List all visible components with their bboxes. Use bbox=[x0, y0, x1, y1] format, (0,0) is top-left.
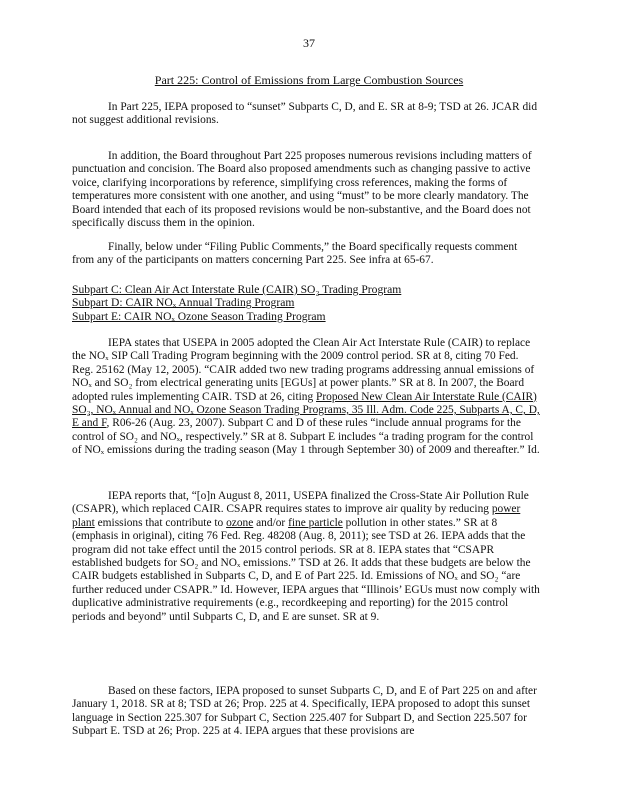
paragraph-csapr: IEPA reports that, “[o]n August 8, 2011, USEPA finalized the Cross-State Air Pollution Rule (CSAPR), which replaced CAIR. CSAPR requires states to improve air quality by reducing power plant emissions that contribute to ozone and/or fine particle pollution in other states.” SR at 8 (emphasis in original), citing 76 Fed. Reg. 48208 (Aug. 8, 2011); see TSD at 26. IEPA adds that the program did not take effect until the 2015 control periods. SR at 8. IEPA states that “CSAPR established budgets for SO₂ and NOₓ emissions.” TSD at 26. It adds that these budgets are below the CAIR budgets established in Subparts C, D, and E of Part 225. Id. Emissions of NOₓ and SO₂ “are further reduced under CSAPR.” Id. However, IEPA argues that “Illinois’ EGUs must now comply with duplicative administrative requirements (e.g., recordkeeping and reporting) for the 2015 control periods and beyond” until Subparts C, D, and E are sunset. SR at 9. bbox=[72, 490, 540, 623]
emphasis-power-plant: power plant bbox=[72, 503, 521, 529]
subpart-e-heading: Subpart E: CAIR NOₓ Ozone Season Trading Program bbox=[72, 309, 326, 323]
subpart-c-heading: Subpart C: Clean Air Act Interstate Rule (CAIR) SO₂ Trading Program bbox=[72, 283, 402, 296]
paragraph-sunset-date: Based on these factors, IEPA proposed to sunset Subparts C, D, and E of Part 225 on and after January 1, 2018. SR at 8; TSD at 26; Prop. 225 at 4. Specifically, IEPA proposed to adopt this sunset language in Section 225.307 for Subpart C, Section 225.407 for Subpart D, and Section 225.507 for Subpart E. TSD at 26; Prop. 225 at 4. IEPA argues that these provisions are bbox=[72, 685, 537, 738]
cited-rulemaking-title: Proposed New Clean Air Interstate Rule (CAIR) SO₂, NOₓ Annual and NOₓ Ozone Season Trading Programs, 35 Ill. Adm. Code 225, Subparts A, C, D, E and F bbox=[72, 390, 540, 430]
subpart-headings bbox=[72, 283, 401, 323]
section-heading: Part 225: Control of Emissions from Large Combustion Sources bbox=[154, 73, 464, 87]
paragraph-sunset-proposal: In Part 225, IEPA proposed to “sunset” Subparts C, D, and E. SR at 8-9; TSD at 26. JCAR did not suggest additional revisions. bbox=[72, 101, 538, 127]
subpart-d-heading: Subpart D: CAIR NOₓ Annual Trading Program bbox=[72, 296, 295, 310]
emphasis-ozone: ozone bbox=[226, 516, 254, 529]
paragraph-cair-history: IEPA states that USEPA in 2005 adopted the Clean Air Act Interstate Rule (CAIR) to replace the NOₓ SIP Call Trading Program beginning with the 2009 control period. SR at 8, citing 70 Fed. Reg. 25162 (May 12, 2005). “CAIR added two new trading programs addressing annual emissions of NOₓ and SO₂ from electrical generating units [EGUs] at power plants.” SR at 8. In 2007, the Board adopted rules implementing CAIR. TSD at 26, citing Proposed New Clean Air Interstate Rule (CAIR) SO₂, NOₓ Annual and NOₓ Ozone Season Trading Programs, 35 Ill. Adm. Code 225, Subparts A, C, D, E and F, R06-26 (Aug. 23, 2007). Subpart C and D of these rules “include annual programs for the control of SO₂ and NOₓ, respectively.” SR at 8. Subpart E includes “a trading program for the control of NOₓ emissions during the trading season (May 1 through September 30) of 2009 and thereafter.” Id. bbox=[72, 337, 540, 457]
emphasis-fine-particle: fine particle bbox=[288, 516, 343, 529]
page-number: 37 bbox=[303, 36, 315, 50]
paragraph-public-comments: Finally, below under “Filing Public Comments,” the Board specifically requests comment from any of the participants on matters concerning Part 225. See infra at 65-67. bbox=[72, 241, 518, 267]
paragraph-board-revisions: In addition, the Board throughout Part 225 proposes numerous revisions including matters of punctuation and concision. The Board also proposed amendments such as changing passive to active voice, clarifying incorporations by reference, simplifying cross references, making the forms of temperatures more consistent with one another, and using “must” to be more clearly mandatory. The Board intended that each of its proposed revisions would be non-substantive, and the Board does not specifically discuss them in the opinion. bbox=[72, 150, 532, 230]
